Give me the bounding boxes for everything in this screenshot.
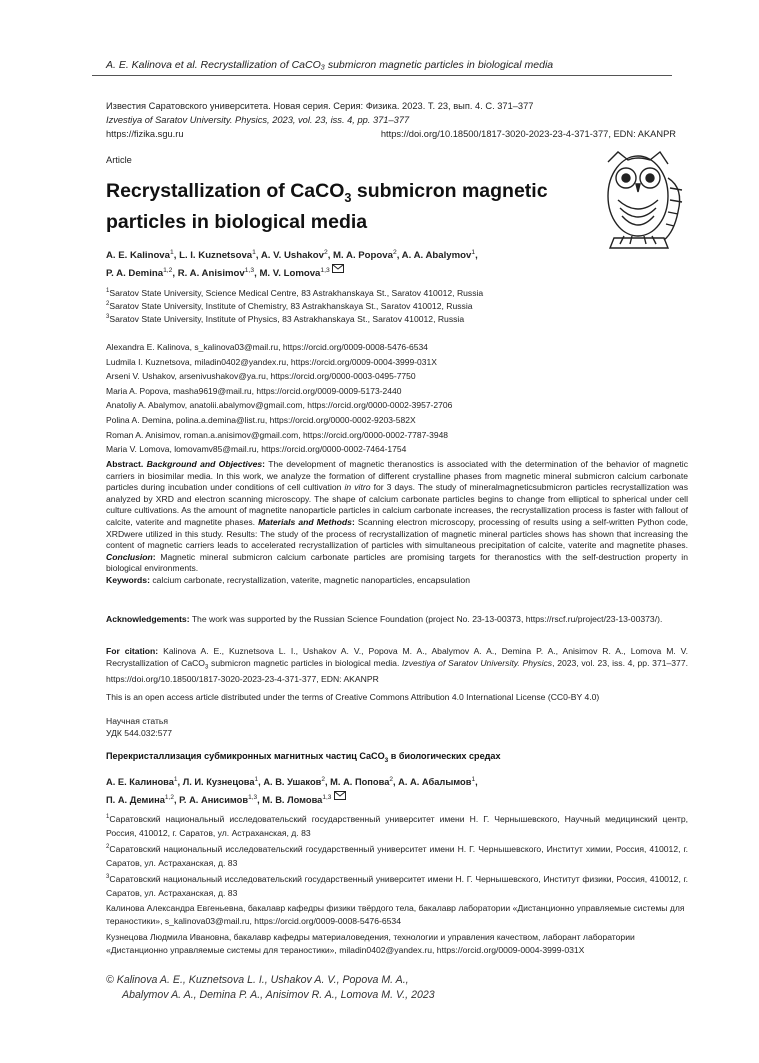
author: A. V. Ushakov$^2$,	[260, 249, 334, 262]
journal-url[interactable]: https://fizika.sgu.ru	[106, 129, 184, 139]
ru-udk: УДК 544.032:577	[106, 728, 173, 738]
author: А. А. Абалымов$^1$,	[398, 776, 478, 788]
contact-line: Alexandra E. Kalinova, s_kalinova03@mail.ru, https://orcid.org/0009-0008-5476-6534	[106, 342, 428, 352]
ru-affiliation-2: $^2$Саратовский национальный исследовательский государственный университет имени Н. Г. Чернышевского, Институт химии, Россия, 410012, г. Саратов, ул. Астраханская, д. 83	[106, 843, 688, 868]
running-head: A. E. Kalinova et al. Recrystallization of CaCO₃ submicron magnetic particles in biological media	[106, 59, 554, 71]
header-rule	[92, 75, 672, 76]
affiliation-1: $^1$Saratov State University, Science Medical Centre, 83 Astrakhanskaya St., Saratov 410012, Russia	[106, 287, 484, 298]
author: R. A. Anisimov$^{1,3}$,	[177, 267, 260, 280]
author: A. A. Abalymov$^1$,	[401, 249, 478, 262]
envelope-icon[interactable]	[334, 791, 346, 800]
ru-title: Перекристаллизация субмикронных магнитных частиц CaCO$_3$ в биологических средах	[106, 751, 501, 764]
license: This is an open access article distributed under the terms of Creative Commons Attribution 4.0 International License (CC0-BY 4.0)	[106, 692, 600, 702]
affiliation-3: $^3$Saratov State University, Institute of Physics, 83 Astrakhanskaya St., Saratov 410012, Russia	[106, 313, 465, 324]
envelope-icon[interactable]	[332, 264, 344, 273]
contact-line: Maria A. Popova, masha9619@mail.ru, https://orcid.org/0009-0009-5173-2440	[106, 385, 402, 396]
author-contacts	[106, 340, 452, 457]
ru-contact-2: Кузнецова Людмила Ивановна, бакалавр кафедры материаловедения, технологии и управления качеством, лаборант лаборатории «Дистанционно управляемые системы для тераностики», miladin0402@yandex.ru, https://orcid.org/0009-0004-3999-031X	[106, 932, 635, 955]
author: P. A. Demina$^{1,2}$,	[106, 267, 178, 280]
ru-affiliations	[106, 810, 688, 900]
affiliation-2: $^2$Saratov State University, Institute of Chemistry, 83 Astrakhanskaya St., Saratov 410012, Russia	[106, 300, 473, 311]
contact-line: Arseni V. Ushakov, arsenivushakov@ya.ru, https://orcid.org/0000-0003-0495-7750	[106, 371, 416, 382]
contact-line: Ludmila I. Kuznetsova, miladin0402@yandex.ru, https://orcid.org/0009-0004-3999-031X	[106, 356, 437, 367]
author: М. А. Попова$^2$,	[330, 776, 399, 788]
acknowledgements: Acknowledgements: The work was supported by the Russian Science Foundation (project No. 23-13-00373, https://rscf.ru/project/23-13-00373/).	[106, 614, 663, 624]
author: Л. И. Кузнецова$^1$,	[182, 776, 264, 788]
citation: For citation: Kalinova A. E., Kuznetsova L. I., Ushakov A. V., Popova M. A., Abalymov A. A., Demina P. A., Anisimov R. A., Lomova M. V. Recrystallization of CaCO$_3$ submicron magnetic particles in biological media. Izvestiya of Saratov University. Physics, 2023, vol. 23, iss. 4, pp. 371–377. https://doi.org/10.18500/1817-3020-2023-23-4-371-377, EDN: AKANPR	[106, 646, 689, 684]
abstract: Abstract. Background and Objectives: The development of magnetic theranostics is associated with the determination of the behavior of magnetic carriers in biosimilar media. In this work, we analyze the formation of different crystalline phases from magnetic mineral submicron calcium carbonate particles during incubation under conditions of cell cultivation in vitro for 3 days. The study of mineralmagneticsubmicron particles recrystallization was analyzed by XRD and electron scanning microscopy. The shape of calcium carbonate particles begins to change from elliptical to spherical under cell culture cultivations. As the amount of magnetite nanoparticle particles in calcium carbonate increases, the recrystallization process is faster with fallout of calcite, vaterite and magnetite phases. Materials and Methods: Scanning electron microscopy, processing of results using a self-written Python code, XRDwere utilized in this study. Results: The study of the process of recrystallization of magnetic mineral particles shows has shown that increasing the content of magnetic carriers leads to accelerated recrystallization of particles with simultaneous precipitation of calcite, vaterite and magnetite phases. Conclusion: Magnetic mineral submicron calcium carbonate particles are promising targets for theranostics with the self-destruction property in biological environments. Keywords: calcium carbonate, recrystallization, vaterite, magnetic nanoparticles, encapsulation	[106, 459, 689, 585]
ru-affiliation-1: $^1$Саратовский национальный исследовательский государственный университет имени Н. Г. Чернышевского, Научный медицинский центр, Россия, 410012, г. Саратов, ул. Астраханская, д. 83	[106, 813, 688, 838]
journal-line-en: Izvestiya of Saratov University. Physics, 2023, vol. 23, iss. 4, pp. 371–377	[106, 115, 410, 125]
author: Р. А. Анисимов$^{1,3}$,	[179, 794, 263, 806]
author: M. V. Lomova$^{1,3}$	[259, 267, 330, 280]
authors-ru	[106, 772, 666, 808]
author: А. Е. Калинова$^1$,	[106, 776, 183, 788]
contact-line: Maria V. Lomova, lomovamv85@mail.ru, https://orcid.org/0000-0002-7464-1754	[106, 444, 407, 455]
author: L. I. Kuznetsova$^1$,	[179, 249, 261, 262]
author: A. E. Kalinova$^1$,	[106, 249, 180, 262]
university-owl-logo	[598, 148, 690, 261]
ru-article-type: Научная статья	[106, 716, 169, 726]
contact-line: Polina A. Demina, polina.a.demina@list.ru, https://orcid.org/0000-0002-9203-582X	[106, 414, 416, 425]
ru-contact-1: Калинова Александра Евгеньевна, бакалавр кафедры физики твёрдого тела, бакалавр лаборатории «Дистанционно управляемые системы для тераностики», s_kalinova03@mail.ru, https://orcid.org/0009-0008-5476-6534	[106, 903, 685, 926]
author: M. A. Popova$^2$,	[333, 249, 402, 262]
author: М. В. Ломова$^{1,3}$	[262, 794, 332, 806]
keywords-label: Keywords:	[106, 574, 150, 585]
contact-line: Anatoliy A. Abalymov, anatolii.abalymov@gmail.com, https://orcid.org/0000-0002-3957-2706	[106, 400, 453, 411]
doi-link[interactable]: https://doi.org/10.18500/1817-3020-2023-23-4-371-377, EDN: AKANPR	[380, 129, 676, 139]
contact-line: Roman A. Anisimov, roman.a.anisimov@gmail.com, https://orcid.org/0000-0002-7787-3948	[106, 429, 449, 440]
copyright: © Kalinova A. E., Kuznetsova L. I., Ushakov A. V., Popova M. A., Abalymov A. A., Demina P. A., Anisimov R. A., Lomova M. V., 2023	[106, 974, 435, 1001]
author: А. В. Ушаков$^2$,	[263, 776, 331, 788]
authors-en	[106, 245, 576, 281]
article-type: Article	[106, 155, 132, 165]
author: П. А. Демина$^{1,2}$,	[106, 794, 180, 806]
journal-line-ru: Известия Саратовского университета. Новая серия. Серия: Физика. 2023. Т. 23, вып. 4. С. 371–377	[106, 101, 534, 111]
ru-affiliation-3: $^3$Саратовский национальный исследовательский государственный университет имени Н. Г. Чернышевского, Институт физики, Россия, 410012, г. Саратов, ул. Астраханская, д. 83	[106, 873, 688, 898]
article-title: Recrystallization of CaCO$_3$ submicron magnetic particles in biological media	[106, 180, 548, 233]
keywords: calcium carbonate, recrystallization, vaterite, magnetic nanoparticles, encapsulation	[152, 574, 470, 585]
